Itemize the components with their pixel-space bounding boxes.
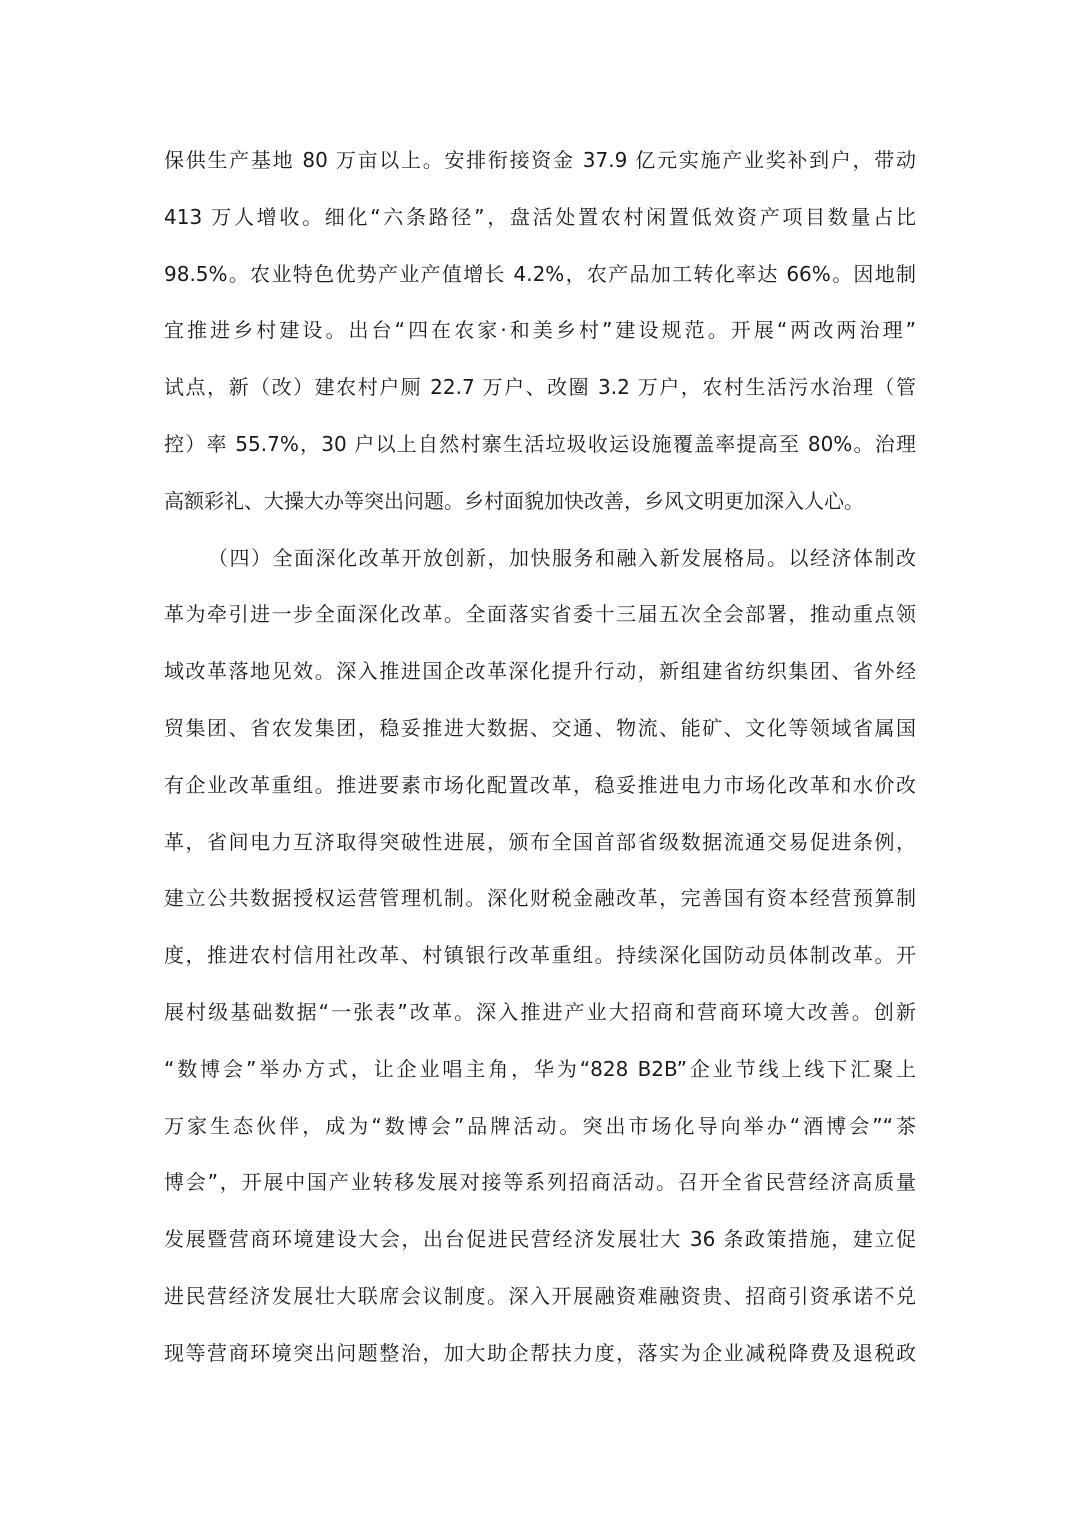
text-line: 宜推进乡村建设。出台“四在农家·和美乡村”建设规范。开展“两改两治理” [164, 318, 916, 343]
text-line: 博会”，开展中国产业转移发展对接等系列招商活动。召开全省民营经济高质量 [164, 1170, 916, 1195]
text-line: 度，推进农村信用社改革、村镇银行改革重组。持续深化国防动员体制改革。开 [164, 943, 916, 968]
text-line: 革，省间电力互济取得突破性进展，颁布全国首部省级数据流通交易促进条例， [164, 829, 916, 854]
text-line: 革为牵引进一步全面深化改革。全面落实省委十三届五次全会部署，推动重点领 [164, 602, 916, 627]
text-line: 98.5%。农业特色优势产业产值增长 4.2%，农产品加工转化率达 66%。因地制 [164, 261, 916, 286]
text-line: 进民营经济发展壮大联席会议制度。深入开展融资难融资贵、招商引资承诺不兑 [164, 1283, 916, 1308]
text-line: 保供生产基地 80 万亩以上。安排衔接资金 37.9 亿元实施产业奖补到户，带动 [164, 148, 916, 172]
text-line: 建立公共数据授权运营管理机制。深化财税金融改革，完善国有资本经营预算制 [164, 886, 916, 911]
text-line: 域改革落地见效。深入推进国企改革深化提升行动，新组建省纺织集团、省外经 [164, 659, 916, 684]
text-line: 万家生态伙伴，成为“数博会”品牌活动。突出市场化导向举办“酒博会”“茶 [164, 1113, 916, 1138]
text-line: 试点，新（改）建农村户厕 22.7 万户、改圈 3.2 万户，农村生活污水治理（管 [164, 375, 916, 400]
text-line: “数博会”举办方式，让企业唱主角，华为“828 B2B”企业节线上线下汇聚上 [164, 1056, 916, 1081]
text-line: 控）率 55.7%，30 户以上自然村寨生活垃圾收运设施覆盖率提高至 80%。治理 [164, 431, 916, 456]
text-line: 发展暨营商环境建设大会，出台促进民营经济发展壮大 36 条政策措施，建立促 [164, 1227, 916, 1252]
text-line: 现等营商环境突出问题整治，加大助企帮扶力度，落实为企业减税降费及退税政 [164, 1340, 916, 1365]
body-text [164, 132, 916, 1382]
text-line: 有企业改革重组。推进要素市场化配置改革，稳妥推进电力市场化改革和水价改 [164, 772, 916, 797]
text-line: 展村级基础数据“一张表”改革。深入推进产业大招商和营商环境大改善。创新 [164, 999, 916, 1024]
paragraph-heading-line: （四）全面深化改革开放创新，加快服务和融入新发展格局。以经济体制改 [208, 545, 916, 570]
text-line: 贸集团、省农发集团，稳妥推进大数据、交通、物流、能矿、文化等领域省属国 [164, 715, 916, 740]
text-line: 413 万人增收。细化“六条路径”，盘活处置农村闲置低效资产项目数量占比 [164, 204, 916, 229]
text-line: 高额彩礼、大操大办等突出问题。乡村面貌加快改善，乡风文明更加深入人心。 [164, 488, 864, 513]
